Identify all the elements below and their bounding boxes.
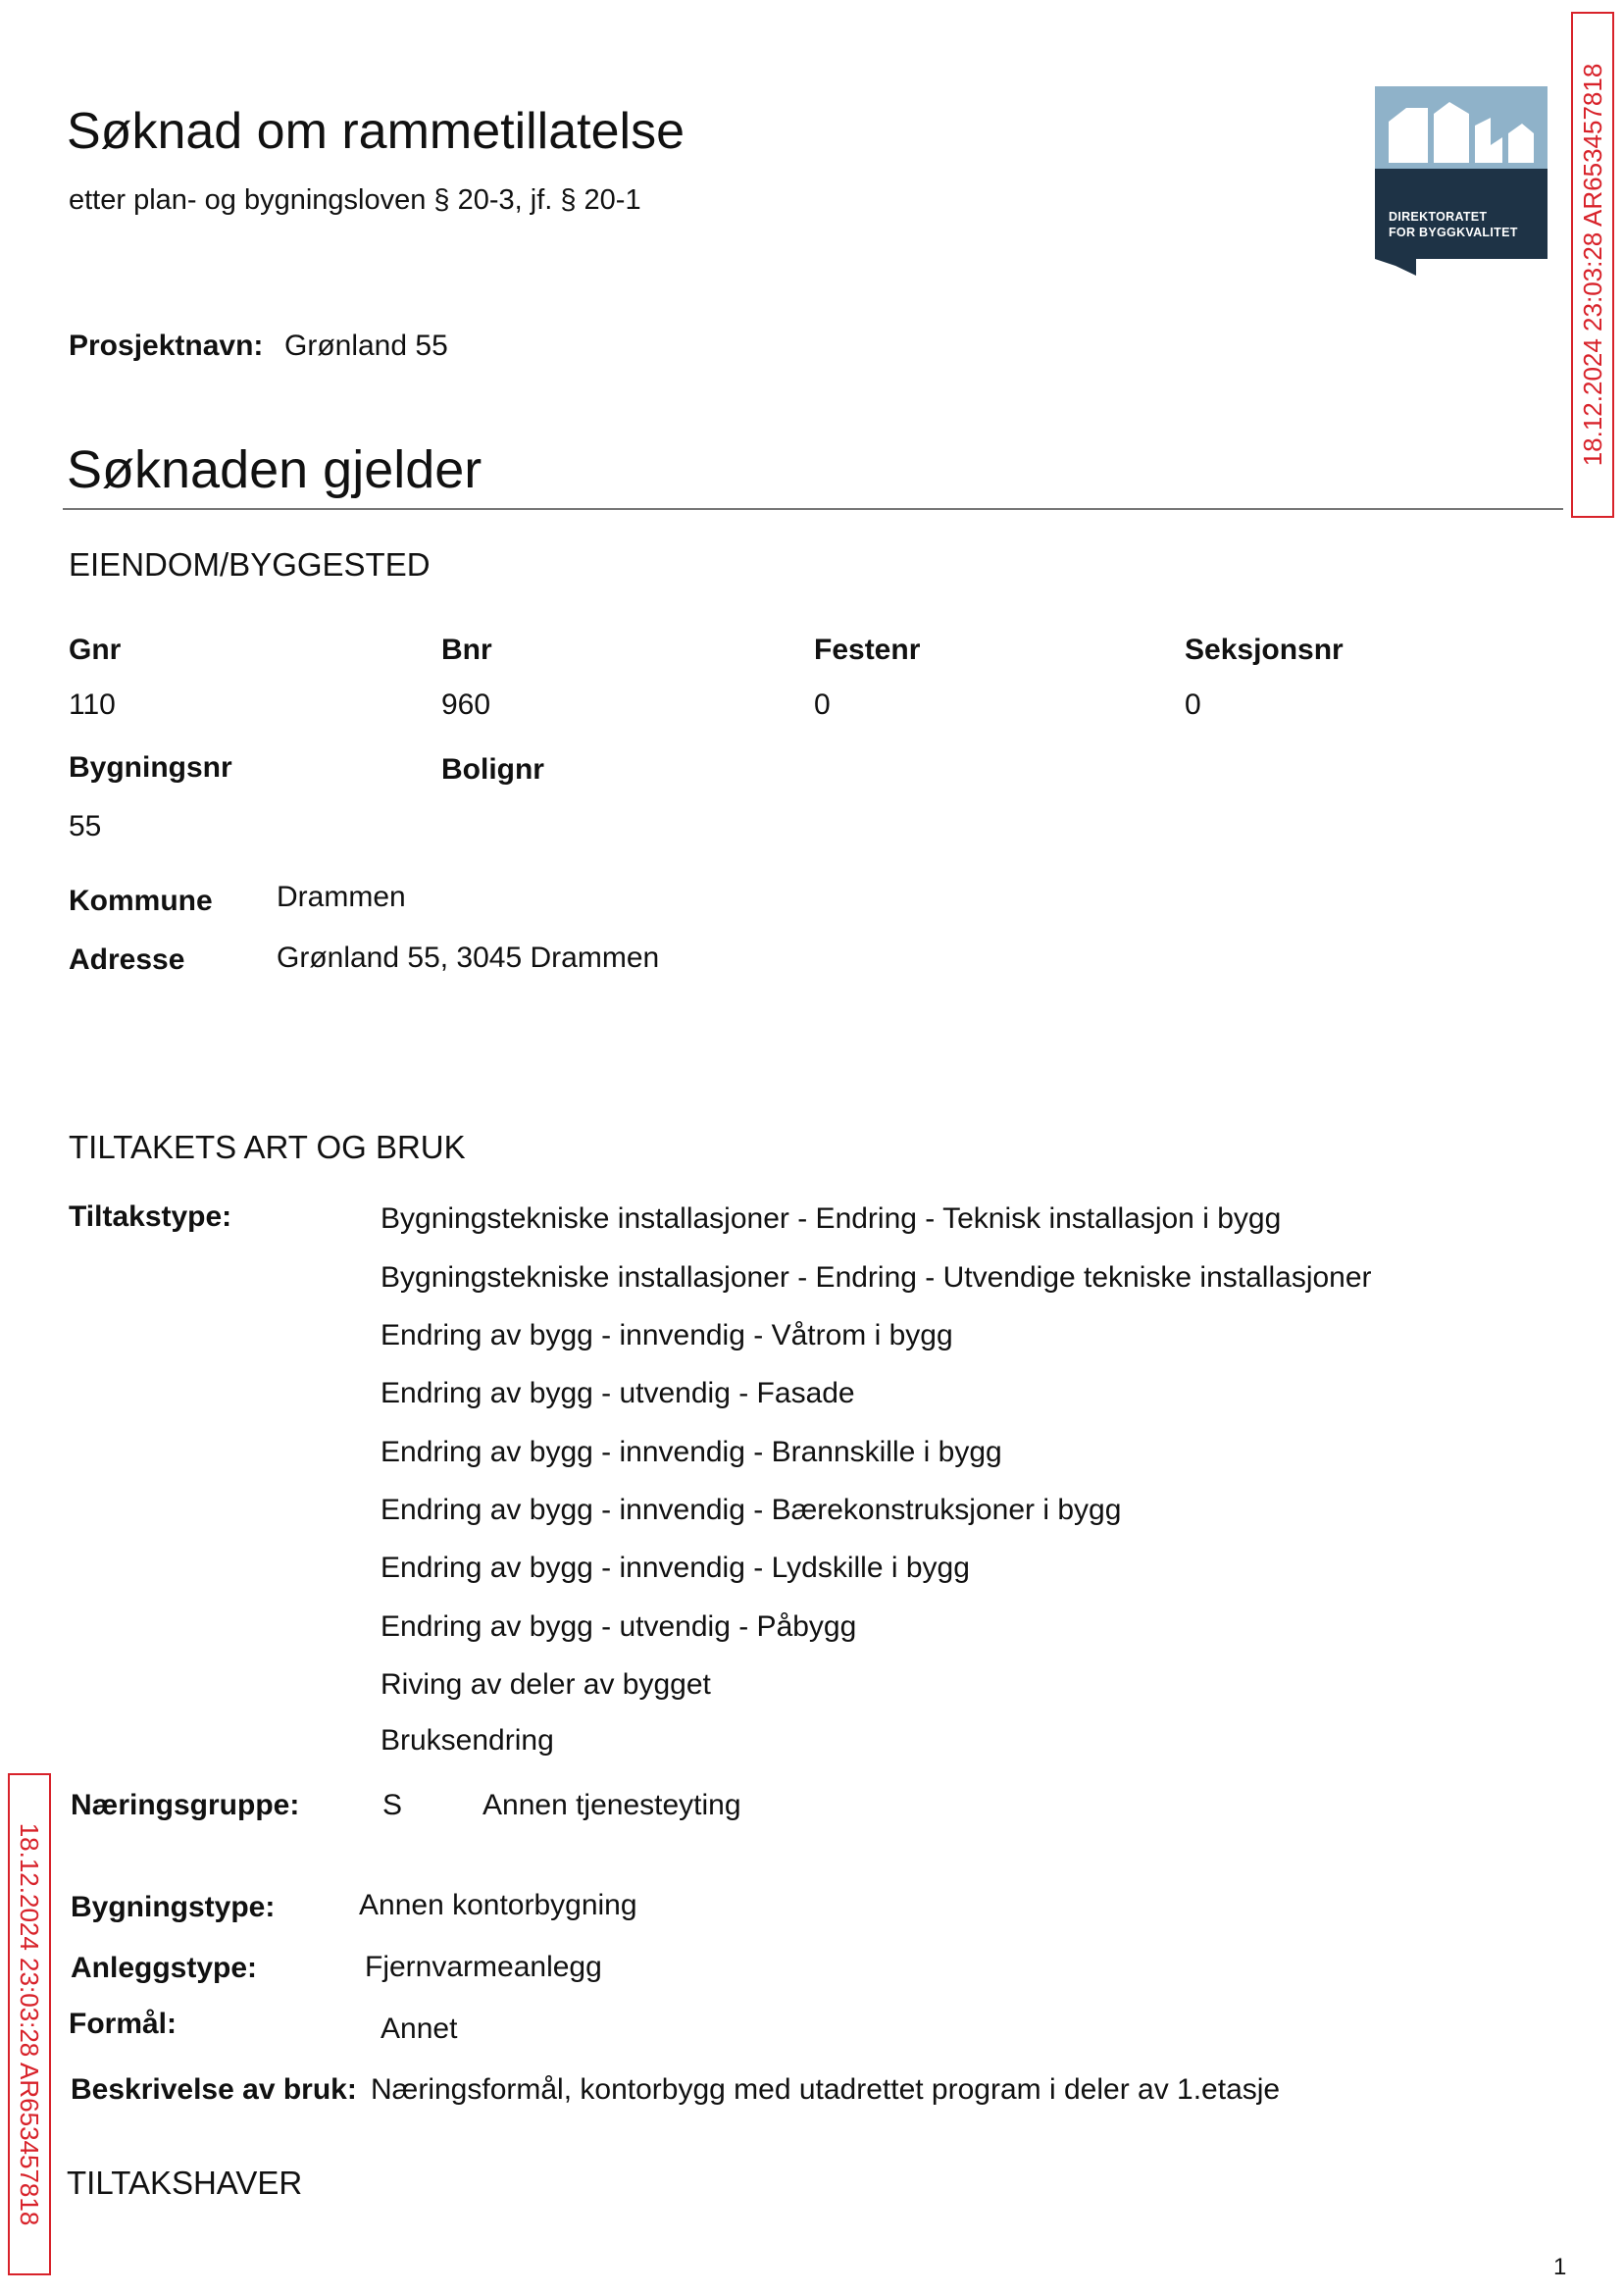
tiltakstype-item: Bruksendring <box>381 1724 554 1757</box>
tiltakstype-item: Riving av deler av bygget <box>381 1668 711 1701</box>
festenr-label: Festenr <box>814 634 921 666</box>
document-title: Søknad om rammetillatelse <box>67 103 685 160</box>
document-subtitle: etter plan- og bygningsloven § 20-3, jf. § 20-1 <box>69 184 641 216</box>
eiendom-heading: EIENDOM/BYGGESTED <box>69 546 431 583</box>
timestamp-stamp-right <box>1571 12 1614 518</box>
tiltakstype-item: Endring av bygg - utvendig - Fasade <box>381 1377 855 1409</box>
logo-text-line2: FOR BYGGKVALITET <box>1389 226 1518 239</box>
tiltakstype-item: Endring av bygg - innvendig - Brannskille i bygg <box>381 1436 1002 1468</box>
tiltakstype-item: Bygningstekniske installasjoner - Endring - Teknisk installasjon i bygg <box>381 1202 1282 1235</box>
tiltakstype-item: Endring av bygg - innvendig - Våtrom i bygg <box>381 1319 953 1351</box>
naeringsgruppe-code: S <box>382 1789 403 1821</box>
page-number: 1 <box>1553 2254 1567 2280</box>
gnr-label: Gnr <box>69 634 122 666</box>
project-name-value: Grønland 55 <box>284 330 448 362</box>
gnr-value: 110 <box>69 688 116 721</box>
section-divider <box>63 508 1563 510</box>
beskrivelse-label: Beskrivelse av bruk: <box>71 2073 357 2106</box>
formaal-value: Annet <box>381 2013 458 2045</box>
bygningsnr-label: Bygningsnr <box>69 751 232 784</box>
anleggstype-label: Anleggstype: <box>71 1952 258 1984</box>
seksjonsnr-value: 0 <box>1185 688 1201 721</box>
tiltakstype-item: Endring av bygg - innvendig - Lydskille i bygg <box>381 1552 970 1584</box>
tiltakstype-item: Endring av bygg - innvendig - Bærekonstruksjoner i bygg <box>381 1494 1122 1526</box>
formaal-label: Formål: <box>69 2008 178 2040</box>
logo-text-line1: DIREKTORATET <box>1389 210 1488 224</box>
anleggstype-value: Fjernvarmeanlegg <box>365 1951 602 1983</box>
bygningstype-value: Annen kontorbygning <box>359 1889 637 1921</box>
bygningsnr-value: 55 <box>69 810 102 842</box>
stamp-text: 18.12.2024 23:03:28 AR653457818 <box>15 1822 44 2226</box>
kommune-value: Drammen <box>277 881 406 913</box>
kommune-label: Kommune <box>69 885 213 917</box>
festenr-value: 0 <box>814 688 831 721</box>
tiltakstype-label: Tiltakstype: <box>69 1200 232 1233</box>
dibk-logo <box>1375 86 1548 276</box>
bolignr-label: Bolignr <box>441 753 544 786</box>
section-title: Søknaden gjelder <box>67 440 482 499</box>
tiltakshaver-heading: TILTAKSHAVER <box>67 2165 303 2201</box>
bygningstype-label: Bygningstype: <box>71 1891 276 1923</box>
adresse-label: Adresse <box>69 943 185 976</box>
naeringsgruppe-label: Næringsgruppe: <box>71 1789 300 1821</box>
adresse-value: Grønland 55, 3045 Drammen <box>277 942 660 974</box>
tiltak-heading: TILTAKETS ART OG BRUK <box>69 1129 466 1165</box>
naeringsgruppe-text: Annen tjenesteyting <box>482 1789 741 1821</box>
bnr-label: Bnr <box>441 634 492 666</box>
bnr-value: 960 <box>441 688 491 721</box>
timestamp-stamp-left <box>8 1773 51 2275</box>
stamp-text: 18.12.2024 23:03:28 AR653457818 <box>1578 63 1607 467</box>
beskrivelse-value: Næringsformål, kontorbygg med utadrettet program i deler av 1.etasje <box>371 2073 1281 2106</box>
tiltakstype-item: Endring av bygg - utvendig - Påbygg <box>381 1610 857 1643</box>
tiltakstype-item: Bygningstekniske installasjoner - Endring - Utvendige tekniske installasjoner <box>381 1261 1372 1294</box>
seksjonsnr-label: Seksjonsnr <box>1185 634 1344 666</box>
project-name-label: Prosjektnavn: <box>69 330 264 362</box>
